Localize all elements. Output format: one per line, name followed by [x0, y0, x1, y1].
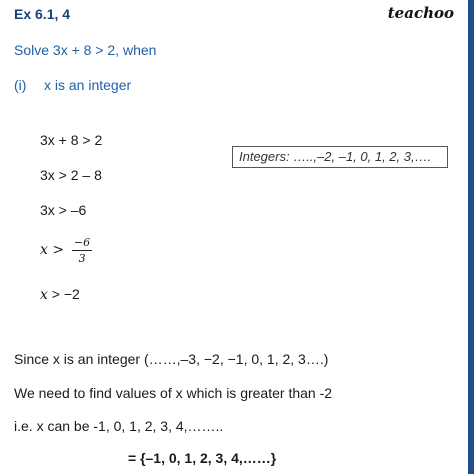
fraction-denominator: 3	[78, 252, 86, 265]
fraction	[72, 236, 92, 265]
right-accent-bar	[468, 0, 474, 474]
step-2: 3x > 2 – 8	[40, 167, 102, 183]
explanation-line-3: i.e. x can be -1, 0, 1, 2, 3, 4,……..	[14, 418, 224, 434]
explanation-line-2: We need to find values of x which is greater than -2	[14, 385, 333, 401]
step-4	[40, 236, 92, 265]
exercise-title: Ex 6.1, 4	[14, 6, 71, 22]
step-5	[40, 286, 80, 303]
part-number: (i)	[14, 77, 27, 93]
step-3: 3x > –6	[40, 202, 87, 218]
step-5-lhs: x	[40, 287, 48, 303]
fraction-numerator: −6	[73, 236, 91, 249]
part-text: x is an integer	[44, 77, 132, 93]
step-5-rhs: > −2	[47, 286, 80, 302]
brand-logo: teachoo	[387, 4, 454, 22]
question-part	[14, 77, 131, 93]
integers-note-box: Integers: …..,–2, –1, 0, 1, 2, 3,….	[232, 146, 448, 168]
explanation-line-1: Since x is an integer (……,–3, −2, −1, 0, 1, 2, 3….)	[14, 351, 329, 367]
step-4-lhs: x >	[40, 242, 65, 259]
question-text: Solve 3x + 8 > 2, when	[14, 42, 157, 58]
final-answer: = {–1, 0, 1, 2, 3, 4,……}	[128, 450, 277, 466]
step-1: 3x + 8 > 2	[40, 132, 103, 148]
